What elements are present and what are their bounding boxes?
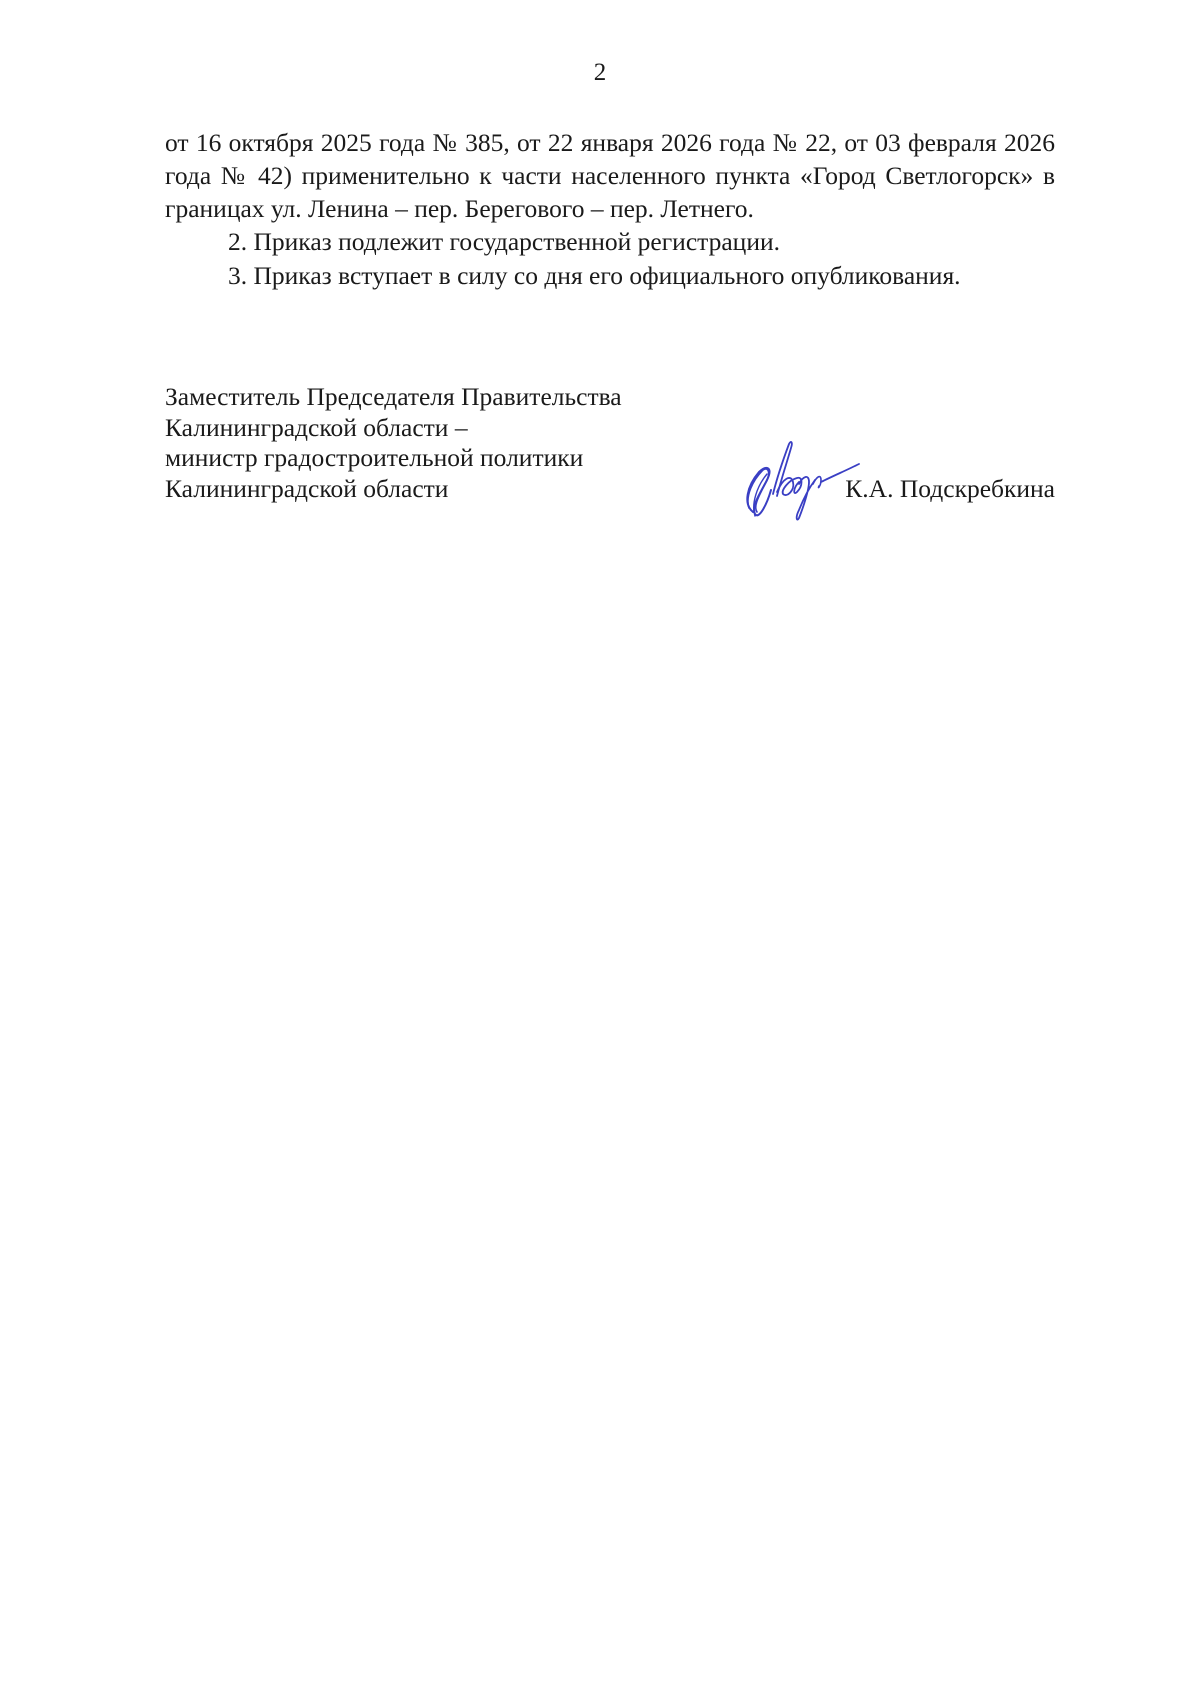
signer-title-line-3: министр градостроительной политики <box>165 443 584 472</box>
signer-title-line-2: Калининградской области – <box>165 412 468 442</box>
signature-block <box>165 382 1055 542</box>
handwritten-signature-icon <box>733 434 863 524</box>
numbered-item-2: 2. Приказ подлежит государственной регистрации. <box>228 227 780 256</box>
signer-name: К.А. Подскребкина <box>845 474 1055 503</box>
signer-title <box>165 382 685 504</box>
signer-title-line-1: Заместитель Председателя Правительства <box>165 382 622 411</box>
page-number: 2 <box>593 59 607 86</box>
signer-title-line-4: Калининградской области <box>165 473 449 503</box>
continued-paragraph: от 16 октября 2025 года № 385, от 22 января 2026 года № 22, от 03 февраля 2026 года № 42) применительно к части населенного пункта «Город Светлогорск» в границах ул. Ленина – пер. Берегового – пер. Летнего. <box>165 128 1055 223</box>
numbered-item-3: 3. Приказ вступает в силу со дня его официального опубликования. <box>228 261 961 290</box>
document-body <box>165 126 1055 292</box>
